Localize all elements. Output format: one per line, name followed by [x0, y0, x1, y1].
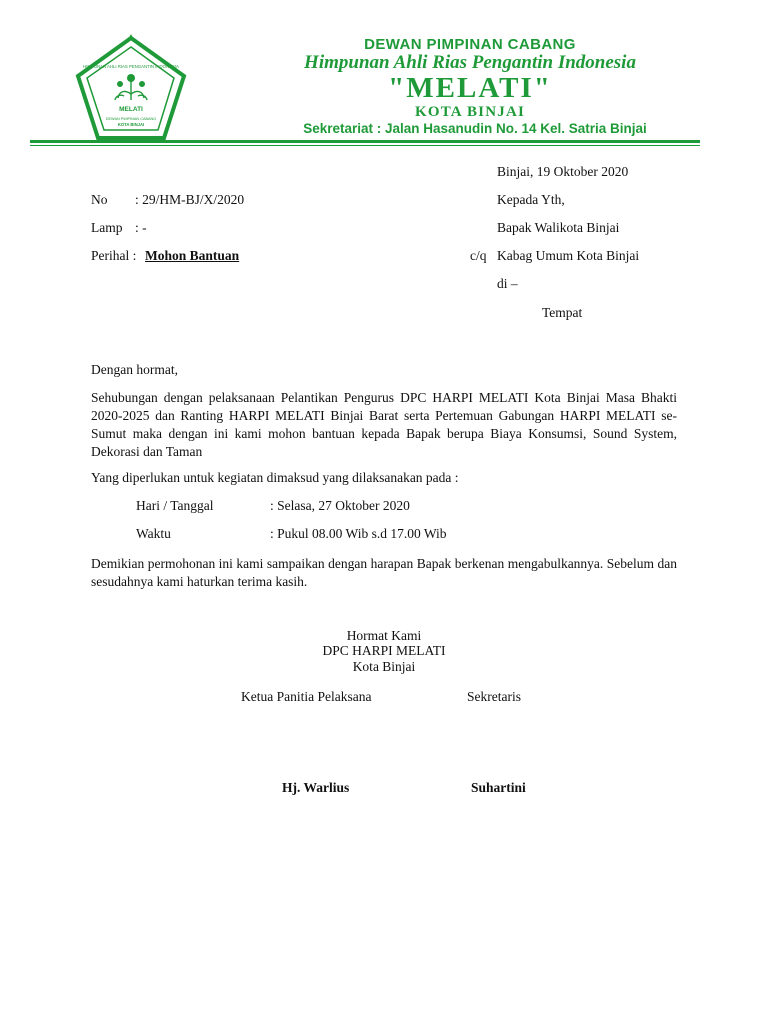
lamp-label: Lamp [91, 220, 123, 235]
no-label: No [91, 192, 108, 207]
letterhead-address: Sekretariat : Jalan Hasanudin No. 14 Kel. Satria Binjai [303, 121, 647, 136]
signatory-left-name: Hj. Warlius [282, 780, 350, 795]
closing-line1: Hormat Kami [346, 628, 422, 643]
letterhead-name: "MELATI" [388, 72, 552, 104]
recipient-line4: di – [497, 276, 518, 291]
logo-text-bottom1: DEWAN PIMPINAN CABANG [105, 117, 157, 121]
hari-label: Hari / Tanggal [136, 498, 214, 513]
signatory-right-title: Sekretaris [467, 689, 521, 704]
body-paragraph-1: Sehubungan dengan pelaksanaan Pelantikan Pengurus DPC HARPI MELATI Kota Binjai Masa Bhakti 2020-2025 dan Ranting HARPI MELATI Binjai Barat serta Pertemuan Gabungan HARPI MELATI se-Sumut maka dengan ini kami mohon bantuan kepada Bapak berupa Biaya Konsumsi, Sound System, Dekorasi dan Taman [91, 390, 677, 459]
body-paragraph-2: Yang diperlukan untuk kegiatan dimaksud yang dilaksanakan pada : [91, 470, 459, 485]
recipient-line5: Tempat [542, 305, 583, 320]
letter-date: Binjai, 19 Oktober 2020 [497, 164, 629, 179]
recipient-line1: Kepada Yth, [497, 192, 565, 207]
greeting: Dengan hormat, [91, 362, 178, 377]
logo-text-bottom2: KOTA BINJAI [117, 122, 145, 127]
recipient-cq: c/q [470, 248, 487, 263]
no-value: : 29/HM-BJ/X/2020 [135, 192, 245, 207]
letterhead-city: KOTA BINJAI [414, 104, 526, 120]
lamp-value: : - [135, 220, 147, 235]
body-paragraph-3: Demikian permohonan ini kami sampaikan dengan harapan Bapak berkenan mengabulkannya. Sebelum dan sesudahnya kami haturkan terima kasih. [91, 556, 677, 589]
letterhead-rule-thick [30, 140, 700, 143]
closing-line3: Kota Binjai [352, 659, 416, 674]
closing-line2: DPC HARPI MELATI [322, 643, 446, 658]
perihal-value: Mohon Bantuan [145, 248, 240, 263]
perihal-label: Perihal : [91, 248, 137, 263]
logo-text-mid: MELATI [119, 106, 143, 113]
waktu-label: Waktu [136, 526, 171, 541]
letterhead-organization: Himpunan Ahli Rias Pengantin Indonesia [304, 52, 636, 73]
letterhead-rule-thin [30, 145, 700, 146]
organization-logo [74, 34, 188, 142]
logo-text-top: HIMPUNAN AHLI RIAS PENGANTIN INDONESIA [83, 64, 179, 69]
recipient-line2: Bapak Walikota Binjai [497, 220, 620, 235]
signatory-right-name: Suhartini [471, 780, 526, 795]
letterhead-council: DEWAN PIMPINAN CABANG [364, 36, 576, 53]
hari-value: : Selasa, 27 Oktober 2020 [270, 498, 410, 513]
waktu-value: : Pukul 08.00 Wib s.d 17.00 Wib [270, 526, 447, 541]
signatory-left-title: Ketua Panitia Pelaksana [241, 689, 372, 704]
recipient-line3: Kabag Umum Kota Binjai [497, 248, 640, 263]
